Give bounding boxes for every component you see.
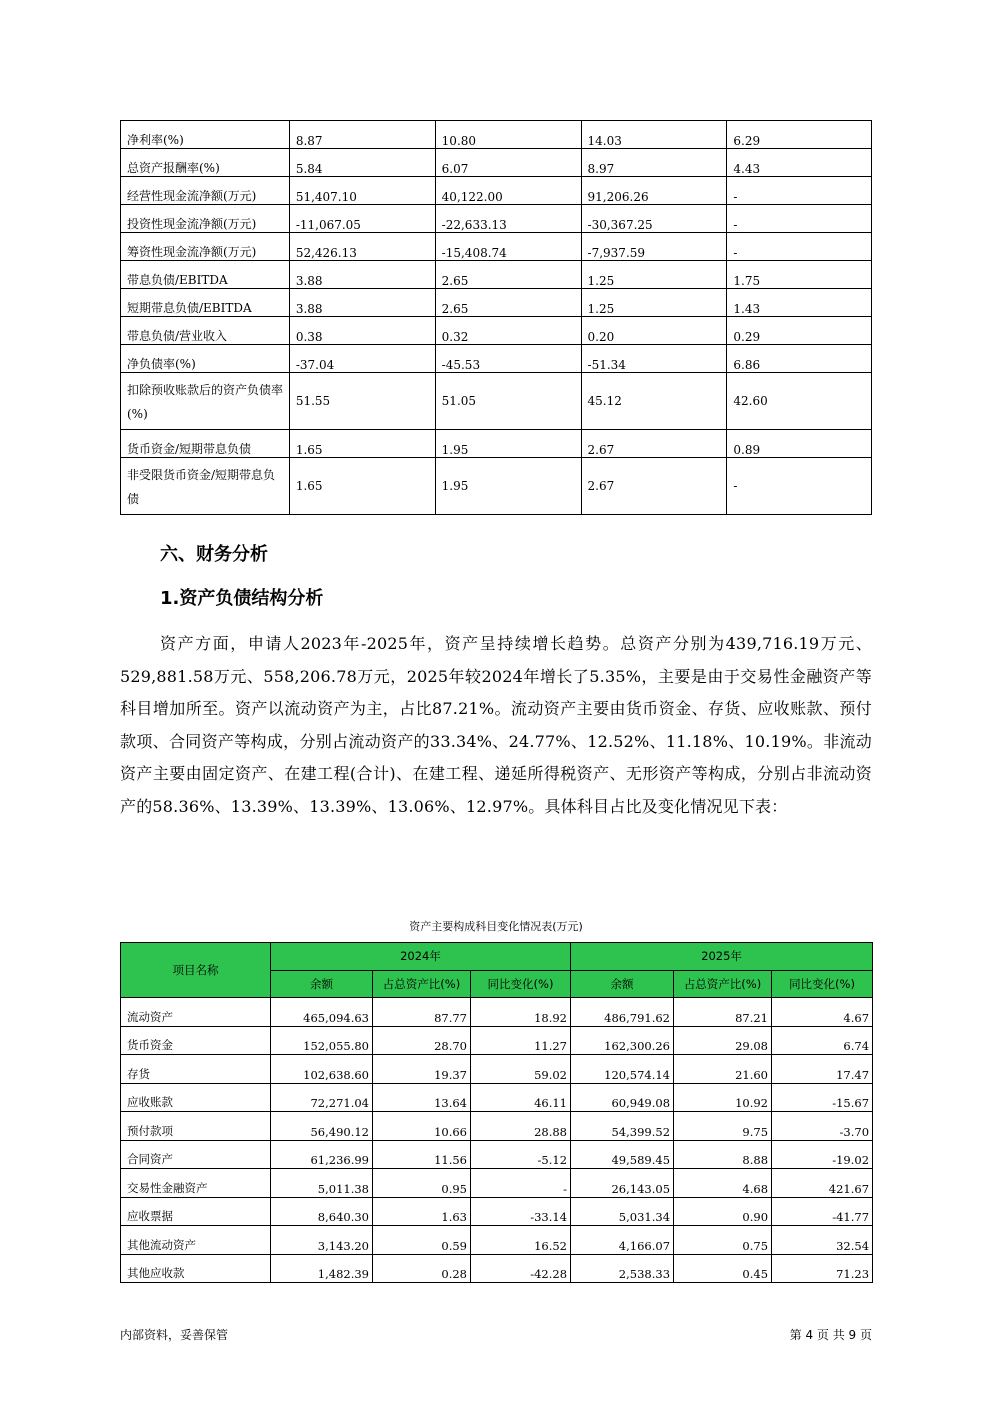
asset-value: 120,574.14 xyxy=(571,1055,674,1084)
asset-value: 13.64 xyxy=(373,1083,471,1112)
asset-value: -5.12 xyxy=(471,1140,571,1169)
asset-structure-table xyxy=(120,942,873,1283)
metric-value: - xyxy=(727,233,872,261)
asset-value: 0.45 xyxy=(674,1254,772,1283)
asset-value: 421.67 xyxy=(772,1169,873,1198)
asset-item-name: 流动资产 xyxy=(121,998,271,1027)
asset-value: 8.88 xyxy=(674,1140,772,1169)
metric-value: 0.38 xyxy=(289,317,435,345)
asset-value: 5,031.34 xyxy=(571,1197,674,1226)
table-row xyxy=(121,1083,873,1112)
asset-value: 1.63 xyxy=(373,1197,471,1226)
asset-value: -3.70 xyxy=(772,1112,873,1141)
metric-value: 51,407.10 xyxy=(289,177,435,205)
metric-value: 2.67 xyxy=(581,458,727,515)
metric-value: -22,633.13 xyxy=(435,205,581,233)
asset-value: 10.92 xyxy=(674,1083,772,1112)
metric-label: 净负债率(%) xyxy=(121,345,290,373)
header-share-2024: 占总资产比(%) xyxy=(373,970,471,998)
asset-value: 102,638.60 xyxy=(271,1055,373,1084)
asset-value: 59.02 xyxy=(471,1055,571,1084)
metric-value: 1.25 xyxy=(581,289,727,317)
metrics-row xyxy=(121,121,872,149)
metric-value: 1.95 xyxy=(435,458,581,515)
asset-value: 18.92 xyxy=(471,998,571,1027)
asset-value: 0.75 xyxy=(674,1226,772,1255)
metric-value: 0.29 xyxy=(727,317,872,345)
metric-value: 91,206.26 xyxy=(581,177,727,205)
metric-value: 51.55 xyxy=(289,373,435,430)
asset-value: -33.14 xyxy=(471,1197,571,1226)
metrics-row xyxy=(121,177,872,205)
metric-value: 0.89 xyxy=(727,430,872,458)
asset-value: 28.88 xyxy=(471,1112,571,1141)
asset-value: 61,236.99 xyxy=(271,1140,373,1169)
metric-value: 3.88 xyxy=(289,289,435,317)
asset-value: 4.67 xyxy=(772,998,873,1027)
asset-value: 46.11 xyxy=(471,1083,571,1112)
table-row xyxy=(121,1112,873,1141)
metric-value: - xyxy=(727,205,872,233)
header-balance-2024: 余额 xyxy=(271,970,373,998)
table-row xyxy=(121,1254,873,1283)
table-row xyxy=(121,1169,873,1198)
metric-value: -7,937.59 xyxy=(581,233,727,261)
metric-label: 带息负债/营业收入 xyxy=(121,317,290,345)
metrics-row xyxy=(121,205,872,233)
asset-item-name: 其他流动资产 xyxy=(121,1226,271,1255)
asset-value: 0.90 xyxy=(674,1197,772,1226)
asset-value: 60,949.08 xyxy=(571,1083,674,1112)
table-caption: 资产主要构成科目变化情况表(万元) xyxy=(409,920,583,933)
metric-label: 货币资金/短期带息负债 xyxy=(121,430,290,458)
asset-value: -19.02 xyxy=(772,1140,873,1169)
metric-label: 带息负债/EBITDA xyxy=(121,261,290,289)
metric-label: 短期带息负债/EBITDA xyxy=(121,289,290,317)
asset-value: 87.21 xyxy=(674,998,772,1027)
metric-value: -15,408.74 xyxy=(435,233,581,261)
metric-value: 1.43 xyxy=(727,289,872,317)
metric-value: 0.32 xyxy=(435,317,581,345)
header-year-2024: 2024年 xyxy=(271,943,571,971)
table-row xyxy=(121,1055,873,1084)
asset-value: 4.68 xyxy=(674,1169,772,1198)
asset-item-name: 其他应收款 xyxy=(121,1254,271,1283)
header-balance-2025: 余额 xyxy=(571,970,674,998)
metric-value: - xyxy=(727,458,872,515)
asset-value: 19.37 xyxy=(373,1055,471,1084)
metric-label: 扣除预收账款后的资产负债率(%) xyxy=(121,373,290,430)
metric-value: 8.87 xyxy=(289,121,435,149)
header-change-2025: 同比变化(%) xyxy=(772,970,873,998)
header-share-2025: 占总资产比(%) xyxy=(674,970,772,998)
metrics-row xyxy=(121,289,872,317)
header-change-2024: 同比变化(%) xyxy=(471,970,571,998)
metric-value: 51.05 xyxy=(435,373,581,430)
asset-value: -15.67 xyxy=(772,1083,873,1112)
metric-label: 总资产报酬率(%) xyxy=(121,149,290,177)
metric-value: 4.43 xyxy=(727,149,872,177)
metric-value: 1.65 xyxy=(289,458,435,515)
metric-value: -51.34 xyxy=(581,345,727,373)
asset-value: 26,143.05 xyxy=(571,1169,674,1198)
asset-item-name: 预付款项 xyxy=(121,1112,271,1141)
metric-value: 0.20 xyxy=(581,317,727,345)
metrics-row xyxy=(121,149,872,177)
metric-value: 14.03 xyxy=(581,121,727,149)
metrics-row xyxy=(121,345,872,373)
asset-value: 6.74 xyxy=(772,1026,873,1055)
metric-value: 1.75 xyxy=(727,261,872,289)
table-row xyxy=(121,1026,873,1055)
asset-value: 162,300.26 xyxy=(571,1026,674,1055)
section-subheading: 1.资产负债结构分析 xyxy=(160,588,324,609)
metrics-row xyxy=(121,261,872,289)
metrics-table xyxy=(120,120,872,515)
metrics-row xyxy=(121,430,872,458)
metric-value: 1.65 xyxy=(289,430,435,458)
asset-value: 49,589.45 xyxy=(571,1140,674,1169)
metric-label: 经营性现金流净额(万元) xyxy=(121,177,290,205)
asset-value: 17.47 xyxy=(772,1055,873,1084)
section-heading: 六、财务分析 xyxy=(160,544,268,565)
table-row xyxy=(121,1140,873,1169)
asset-value: 5,011.38 xyxy=(271,1169,373,1198)
table-row xyxy=(121,998,873,1027)
asset-value: 29.08 xyxy=(674,1026,772,1055)
asset-value: 54,399.52 xyxy=(571,1112,674,1141)
asset-value: 16.52 xyxy=(471,1226,571,1255)
metrics-row xyxy=(121,233,872,261)
metric-value: 2.67 xyxy=(581,430,727,458)
asset-value: 8,640.30 xyxy=(271,1197,373,1226)
asset-value: 486,791.62 xyxy=(571,998,674,1027)
metric-value: 45.12 xyxy=(581,373,727,430)
metric-value: 1.25 xyxy=(581,261,727,289)
metric-value: - xyxy=(727,177,872,205)
metric-value: 1.95 xyxy=(435,430,581,458)
metrics-row xyxy=(121,317,872,345)
metric-value: 10.80 xyxy=(435,121,581,149)
asset-item-name: 存货 xyxy=(121,1055,271,1084)
asset-item-name: 货币资金 xyxy=(121,1026,271,1055)
asset-value: 10.66 xyxy=(373,1112,471,1141)
metric-value: -11,067.05 xyxy=(289,205,435,233)
table-row xyxy=(121,1197,873,1226)
asset-value: 11.56 xyxy=(373,1140,471,1169)
asset-value: -42.28 xyxy=(471,1254,571,1283)
asset-value: 3,143.20 xyxy=(271,1226,373,1255)
metric-label: 投资性现金流净额(万元) xyxy=(121,205,290,233)
asset-value: 9.75 xyxy=(674,1112,772,1141)
metric-label: 非受限货币资金/短期带息负债 xyxy=(121,458,290,515)
metric-value: 40,122.00 xyxy=(435,177,581,205)
metric-value: -45.53 xyxy=(435,345,581,373)
asset-value: 152,055.80 xyxy=(271,1026,373,1055)
asset-value: 72,271.04 xyxy=(271,1083,373,1112)
metric-value: 6.07 xyxy=(435,149,581,177)
asset-item-name: 交易性金融资产 xyxy=(121,1169,271,1198)
footer-page-number: 第 4 页 共 9 页 xyxy=(789,1328,872,1342)
asset-value: 0.95 xyxy=(373,1169,471,1198)
asset-item-name: 合同资产 xyxy=(121,1140,271,1169)
metric-value: 6.86 xyxy=(727,345,872,373)
footer-confidential-note: 内部资料，妥善保管 xyxy=(120,1328,229,1342)
metric-value: 3.88 xyxy=(289,261,435,289)
metrics-row xyxy=(121,458,872,515)
asset-value: 87.77 xyxy=(373,998,471,1027)
asset-item-name: 应收账款 xyxy=(121,1083,271,1112)
asset-value: -41.77 xyxy=(772,1197,873,1226)
metric-label: 筹资性现金流净额(万元) xyxy=(121,233,290,261)
table-row xyxy=(121,1226,873,1255)
metric-value: -37.04 xyxy=(289,345,435,373)
asset-value: 465,094.63 xyxy=(271,998,373,1027)
asset-value: 21.60 xyxy=(674,1055,772,1084)
metric-value: 2.65 xyxy=(435,289,581,317)
metric-value: 52,426.13 xyxy=(289,233,435,261)
metric-value: 8.97 xyxy=(581,149,727,177)
asset-value: 28.70 xyxy=(373,1026,471,1055)
asset-value: 2,538.33 xyxy=(571,1254,674,1283)
metric-label: 净利率(%) xyxy=(121,121,290,149)
metric-value: 6.29 xyxy=(727,121,872,149)
metric-value: 5.84 xyxy=(289,149,435,177)
metric-value: 2.65 xyxy=(435,261,581,289)
metric-value: 42.60 xyxy=(727,373,872,430)
metric-value: -30,367.25 xyxy=(581,205,727,233)
asset-value: 1,482.39 xyxy=(271,1254,373,1283)
header-year-2025: 2025年 xyxy=(571,943,873,971)
asset-value: 32.54 xyxy=(772,1226,873,1255)
asset-value: 4,166.07 xyxy=(571,1226,674,1255)
asset-value: 11.27 xyxy=(471,1026,571,1055)
asset-value: 0.59 xyxy=(373,1226,471,1255)
asset-value: 71.23 xyxy=(772,1254,873,1283)
header-item-name: 项目名称 xyxy=(121,943,271,998)
asset-value: 56,490.12 xyxy=(271,1112,373,1141)
metrics-row xyxy=(121,373,872,430)
analysis-paragraph: 资产方面，申请人2023年-2025年，资产呈持续增长趋势。总资产分别为439,716.19万元、529,881.58万元、558,206.78万元，2025年较2024年增长了5.35%，主要是由于交易性金融资产等科目增加所至。资产以流动资产为主，占比87.21%。流动资产主要由货币资金、存货、应收账款、预付款项、合同资产等构成，分别占流动资产的33.34%、24.77%、12.52%、11.18%、10.19%。非流动资产主要由固定资产、在建工程(合计)、在建工程、递延所得税资产、无形资产等构成，分别占非流动资产的58.36%、13.39%、13.39%、13.06%、12.97%。具体科目占比及变化情况见下表： xyxy=(120,634,872,816)
asset-value: 0.28 xyxy=(373,1254,471,1283)
asset-value: - xyxy=(471,1169,571,1198)
asset-item-name: 应收票据 xyxy=(121,1197,271,1226)
